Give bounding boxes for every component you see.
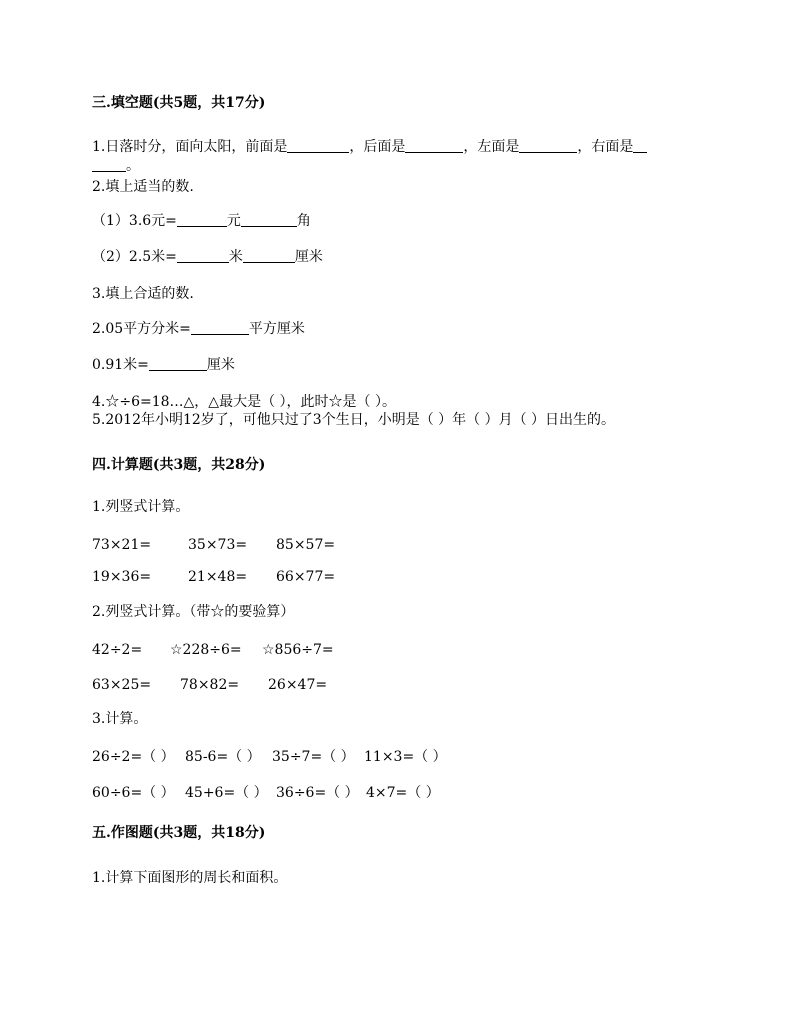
section4-heading: 四.计算题(共3题，共28分) — [92, 457, 266, 473]
s4-q3-r1-c4: 11×3=（ ） — [364, 749, 447, 765]
s4-q2-r1-c3: ☆856÷7= — [262, 642, 334, 658]
s4-q1-r2-c3: 66×77= — [276, 569, 336, 585]
s4-q2-r2-c2: 78×82= — [180, 677, 240, 693]
s3-q1-part3: ，左面是 — [463, 139, 520, 155]
blank-right-end[interactable] — [92, 157, 126, 172]
s3-q2-sub2-part2: 米 — [228, 249, 243, 265]
s4-q3-r2-c1: 60÷6=（ ） — [92, 785, 175, 801]
s3-q1 — [92, 138, 647, 156]
s4-q1-title: 1.列竖式计算。 — [92, 499, 190, 515]
s4-q2-title: 2.列竖式计算。（带☆的要验算） — [92, 604, 295, 620]
s4-q1-r1-c1: 73×21= — [92, 537, 152, 553]
section5-heading: 五.作图题(共3题，共18分) — [92, 825, 266, 841]
s4-q3-r2-c3: 36÷6=（ ） — [276, 785, 359, 801]
blank-yuan[interactable] — [177, 212, 227, 227]
blank-jiao[interactable] — [241, 212, 297, 227]
s3-q4: 4.☆÷6=18…△，△最大是（ ），此时☆是（ ）。 — [92, 394, 396, 410]
s3-q2-sub1-part2: 元 — [226, 213, 241, 229]
s4-q2-r1-c2: ☆228÷6= — [170, 642, 242, 658]
s4-q1-r1-c2: 35×73= — [188, 537, 248, 553]
s4-q3-r1-c1: 26÷2=（ ） — [92, 749, 175, 765]
s3-q1-tail: 。 — [126, 158, 140, 174]
s4-q3-r2-c2: 45+6=（ ） — [185, 785, 268, 801]
s3-q5: 5.2012年小明12岁了，可他只过了3个生日，小明是（ ）年（ ）月（ ）日出生的。 — [92, 412, 616, 428]
blank-limi[interactable] — [243, 248, 295, 263]
s3-q3-line1-part1: 2.05平方分米= — [92, 321, 191, 337]
blank-square-cm[interactable] — [191, 320, 249, 335]
s3-q3-line2-part1: 0.91米= — [92, 357, 149, 373]
s4-q1-r2-c1: 19×36= — [92, 569, 152, 585]
s3-q2-sub2-part1: （2）2.5米= — [92, 249, 177, 265]
s4-q2-r1-c1: 42÷2= — [92, 642, 143, 658]
blank-mi[interactable] — [177, 248, 229, 263]
s4-q3-r1-c2: 85-6=（ ） — [185, 749, 261, 765]
s3-q1-part2: ，后面是 — [349, 139, 406, 155]
s4-q1-r2-c2: 21×48= — [188, 569, 248, 585]
s4-q3-title: 3.计算。 — [92, 711, 148, 727]
s3-q2-title: 2.填上适当的数. — [92, 179, 194, 195]
s3-q2-sub1 — [92, 212, 311, 230]
s3-q3-line1 — [92, 320, 305, 338]
s3-q2-sub1-part3: 角 — [296, 213, 311, 229]
blank-cm[interactable] — [149, 356, 207, 371]
s5-q1: 1.计算下面图形的周长和面积。 — [92, 870, 288, 886]
s3-q1-continuation — [92, 157, 140, 175]
s3-q1-part4: ，右面是 — [577, 139, 634, 155]
blank-right-start[interactable] — [633, 138, 647, 153]
s3-q2-sub2 — [92, 248, 323, 266]
blank-back[interactable] — [405, 138, 463, 153]
s4-q3-r1-c3: 35÷7=（ ） — [272, 749, 355, 765]
section3-heading: 三.填空题(共5题，共17分) — [92, 95, 266, 111]
s3-q1-part1: 1.日落时分，面向太阳，前面是 — [92, 139, 288, 155]
s4-q2-r2-c1: 63×25= — [92, 677, 152, 693]
s3-q2-sub1-part1: （1）3.6元= — [92, 213, 177, 229]
s3-q2-sub2-part3: 厘米 — [294, 249, 323, 265]
blank-front[interactable] — [287, 138, 349, 153]
s3-q3-line1-part2: 平方厘米 — [248, 321, 305, 337]
s3-q3-title: 3.填上合适的数. — [92, 286, 194, 302]
s4-q1-r1-c3: 85×57= — [276, 537, 336, 553]
blank-left[interactable] — [519, 138, 577, 153]
s4-q3-r2-c4: 4×7=（ ） — [366, 785, 440, 801]
s4-q2-r2-c3: 26×47= — [268, 677, 328, 693]
s3-q3-line2 — [92, 356, 235, 374]
s3-q3-line2-part2: 厘米 — [206, 357, 235, 373]
